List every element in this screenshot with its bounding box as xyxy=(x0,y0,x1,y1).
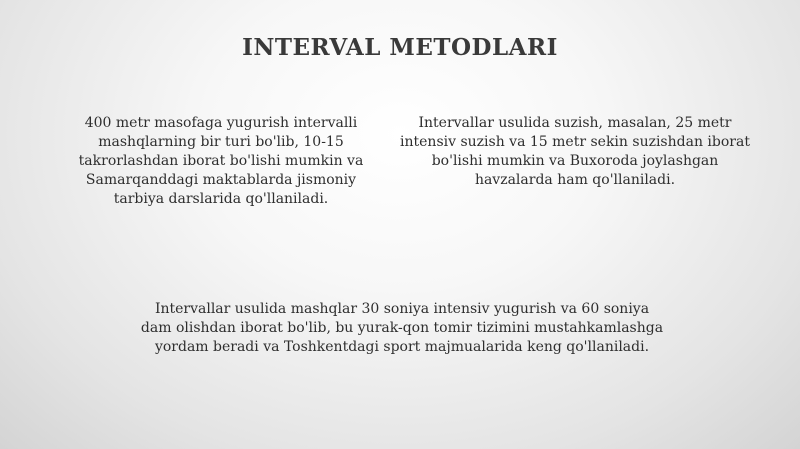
slide-title: INTERVAL METODLARI xyxy=(242,34,558,61)
text-block-swimming: Intervallar usulida suzish, masalan, 25 metr intensiv suzish va 15 metr sekin suzishdan iborat bo'lishi mumkin va Buxoroda joylashgan havzalarda ham qo'llaniladi. xyxy=(400,115,750,188)
text-block-cardio: Intervallar usulida mashqlar 30 soniya intensiv yugurish va 60 soniya dam olishdan iborat bo'lib, bu yurak-qon tomir tizimini mustahkamlashga yordam beradi va Toshkentdagi sport majmualarida keng qo'llaniladi. xyxy=(140,301,664,355)
text-block-running: 400 metr masofaga yugurish intervalli mashqlarning bir turi bo'lib, 10-15 takrorlashdan iborat bo'lishi mumkin va Samarqanddagi maktablarda jismoniy tarbiya darslarida qo'llaniladi. xyxy=(78,115,364,207)
